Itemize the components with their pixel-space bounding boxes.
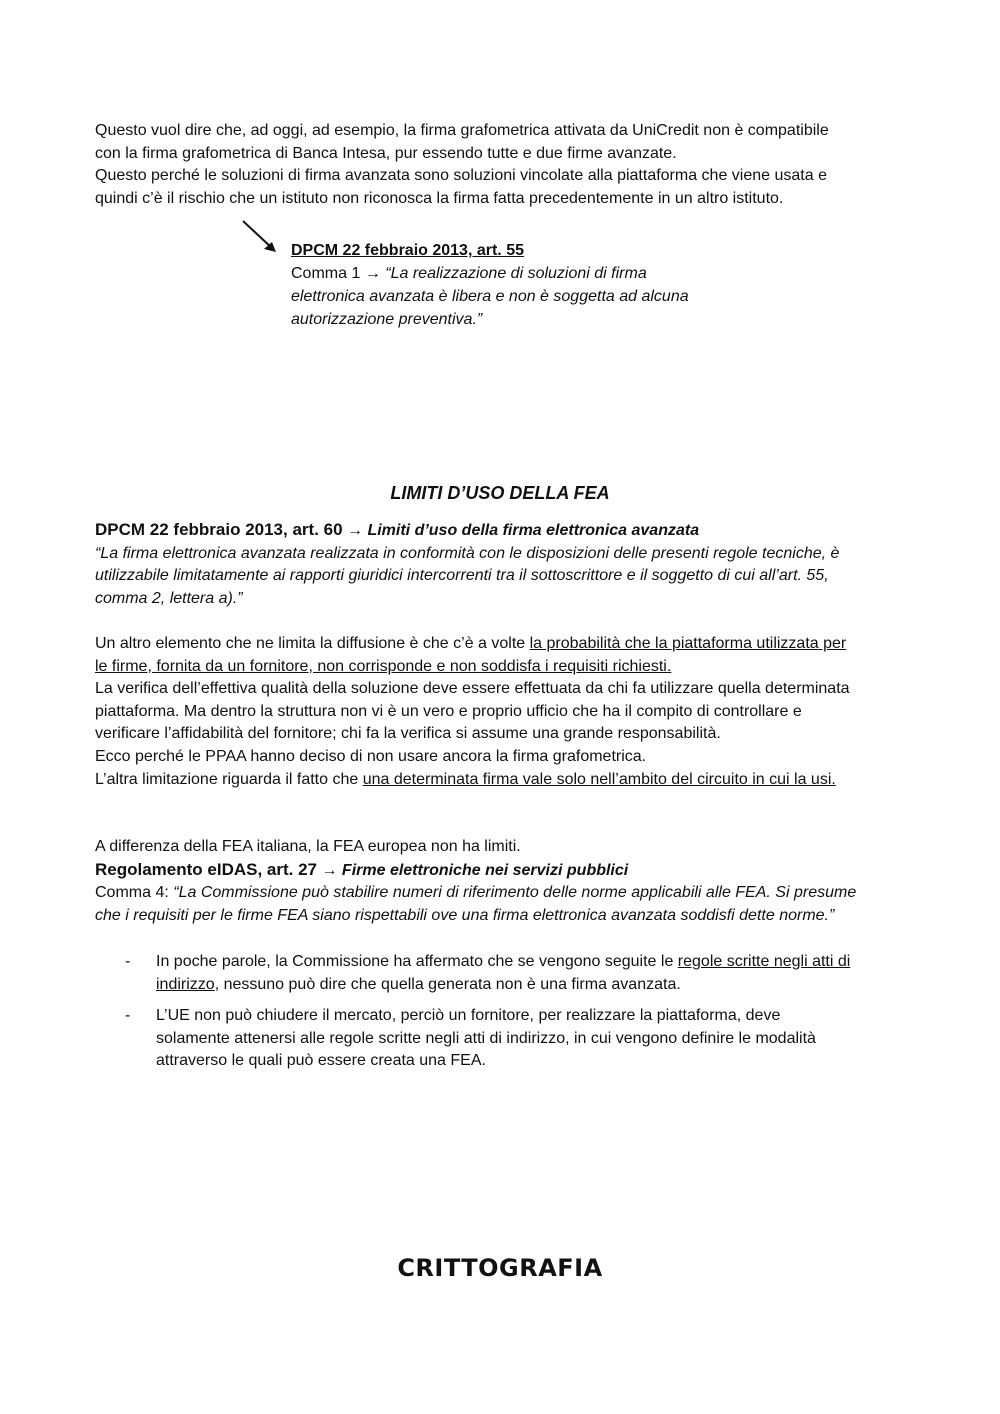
ref-main: Regolamento eIDAS, art. 27 xyxy=(95,859,318,879)
eidas-ref xyxy=(95,859,910,883)
arrow-right-icon: → xyxy=(347,522,363,539)
comma-label: Comma 1 xyxy=(291,265,361,282)
diffusione-paragraph xyxy=(95,633,910,791)
dpcm55-box xyxy=(291,239,791,331)
list-item-line xyxy=(156,974,910,997)
section-heading-crittografia: CRITTOGRAFIA xyxy=(397,1254,603,1282)
intro-line: Questo vuol dire che, ad oggi, ad esempio, la firma grafometrica attivata da UniCredit non è compatibile xyxy=(95,122,829,139)
quote-text: che i requisiti per le firme FEA siano rispettabili ove una firma elettronica avanzata soddisfi dette norme.” xyxy=(95,906,835,924)
plain-text: In poche parole, la Commissione ha affermato che se vengono seguite le xyxy=(156,953,678,970)
quote-text: elettronica avanzata è libera e non è soggetta ad alcuna xyxy=(291,288,689,305)
paragraph-line: verificare l’affidabilità del fornitore; chi fa la verifica si assume una grande responsabilità. xyxy=(95,725,721,743)
quote-text: utilizzabile limitatamente ai rapporti giuridici intercorrenti tra il sottoscrittore e il soggetto di cui all’art. 55, xyxy=(95,567,829,585)
paragraph-line: Ecco perché le PPAA hanno deciso di non usare ancora la firma grafometrica. xyxy=(95,747,647,765)
dash-bullet-icon: - xyxy=(125,953,131,970)
dpcm55-comma-line xyxy=(291,262,791,285)
paragraph-line xyxy=(95,633,910,656)
quote-text: autorizzazione preventiva.” xyxy=(291,311,483,328)
quote-text: “La Commissione può stabilire numeri di riferimento delle norme applicabili alle FEA. Si presume xyxy=(173,884,857,902)
dpcm60-block xyxy=(95,519,910,610)
intro-line: quindi c’è il rischio che un istituto non riconosca la firma fatta precedentemente in un altro istituto. xyxy=(95,189,784,207)
diagonal-arrow-icon xyxy=(240,218,280,258)
underlined-text: una determinata firma vale solo nell’ambito del circuito in cui la usi. xyxy=(362,770,836,788)
eidas-intro: A differenza della FEA italiana, la FEA europea non ha limiti. xyxy=(95,838,521,855)
plain-text: , nessuno può dire che quella generata non è una firma avanzata. xyxy=(214,975,681,993)
list-item-line: attraverso le quali può essere creata una FEA. xyxy=(156,1052,486,1070)
paragraph-line: La verifica dell’effettiva qualità della soluzione deve essere effettuata da chi fa utilizzare quella determinata xyxy=(95,680,850,698)
ref-sub: Firme elettroniche nei servizi pubblici xyxy=(341,861,629,879)
intro-line: con la firma grafometrica di Banca Intesa, pur essendo tutte e due firme avanzate. xyxy=(95,144,677,162)
intro-paragraph xyxy=(95,120,910,210)
arrow-right-icon: → xyxy=(321,861,338,879)
ref-main: DPCM 22 febbraio 2013, art. 60 xyxy=(95,520,343,539)
list-item-line: L’UE non può chiudere il mercato, perciò un fornitore, per realizzare la piattaforma, deve xyxy=(156,1007,781,1025)
quote-text: comma 2, lettera a).” xyxy=(95,589,243,607)
ref-sub: Limiti d’uso della firma elettronica avanzata xyxy=(367,522,700,539)
underlined-text: regole scritte negli atti di xyxy=(677,953,851,970)
paragraph-line xyxy=(95,769,910,792)
underlined-text: la probabilità che la piattaforma utilizzata per xyxy=(529,635,847,652)
quote-text: “La firma elettronica avanzata realizzata in conformità con le disposizioni delle presenti regole tecniche, è xyxy=(95,544,840,562)
bullet-list xyxy=(95,951,910,1082)
dpcm55-title: DPCM 22 febbraio 2013, art. 55 xyxy=(291,242,524,259)
list-item-line: solamente attenersi alle regole scritte negli atti di indirizzo, in cui vengono definire le modalità xyxy=(156,1029,816,1047)
plain-text: L’altra limitazione riguarda il fatto che xyxy=(95,770,363,788)
dpcm60-ref xyxy=(95,519,910,543)
plain-text: Un altro elemento che ne limita la diffusione è che c’è a volte xyxy=(95,635,530,652)
list-item xyxy=(95,951,910,996)
underlined-text: le firme, fornita da un fornitore, non corrisponde e non soddisfa i requisiti richiesti. xyxy=(95,657,672,675)
eidas-comma-line xyxy=(95,882,910,905)
intro-line: Questo perché le soluzioni di firma avanzata sono soluzioni vincolate alla piattaforma che viene usata e xyxy=(95,167,827,185)
section-heading-limiti: LIMITI D’USO DELLA FEA xyxy=(390,483,610,503)
eidas-block xyxy=(95,836,910,927)
quote-text: “La realizzazione di soluzioni di firma xyxy=(385,265,647,282)
dash-bullet-icon: - xyxy=(125,1007,131,1025)
list-item-line xyxy=(156,951,910,974)
list-item xyxy=(95,1005,910,1073)
arrow-right-icon: → xyxy=(364,265,381,282)
comma-label: Comma 4: xyxy=(95,884,174,902)
underlined-text: indirizzo xyxy=(156,975,215,993)
paragraph-line: piattaforma. Ma dentro la struttura non vi è un vero e proprio ufficio che ha il compito di controllare e xyxy=(95,702,802,720)
